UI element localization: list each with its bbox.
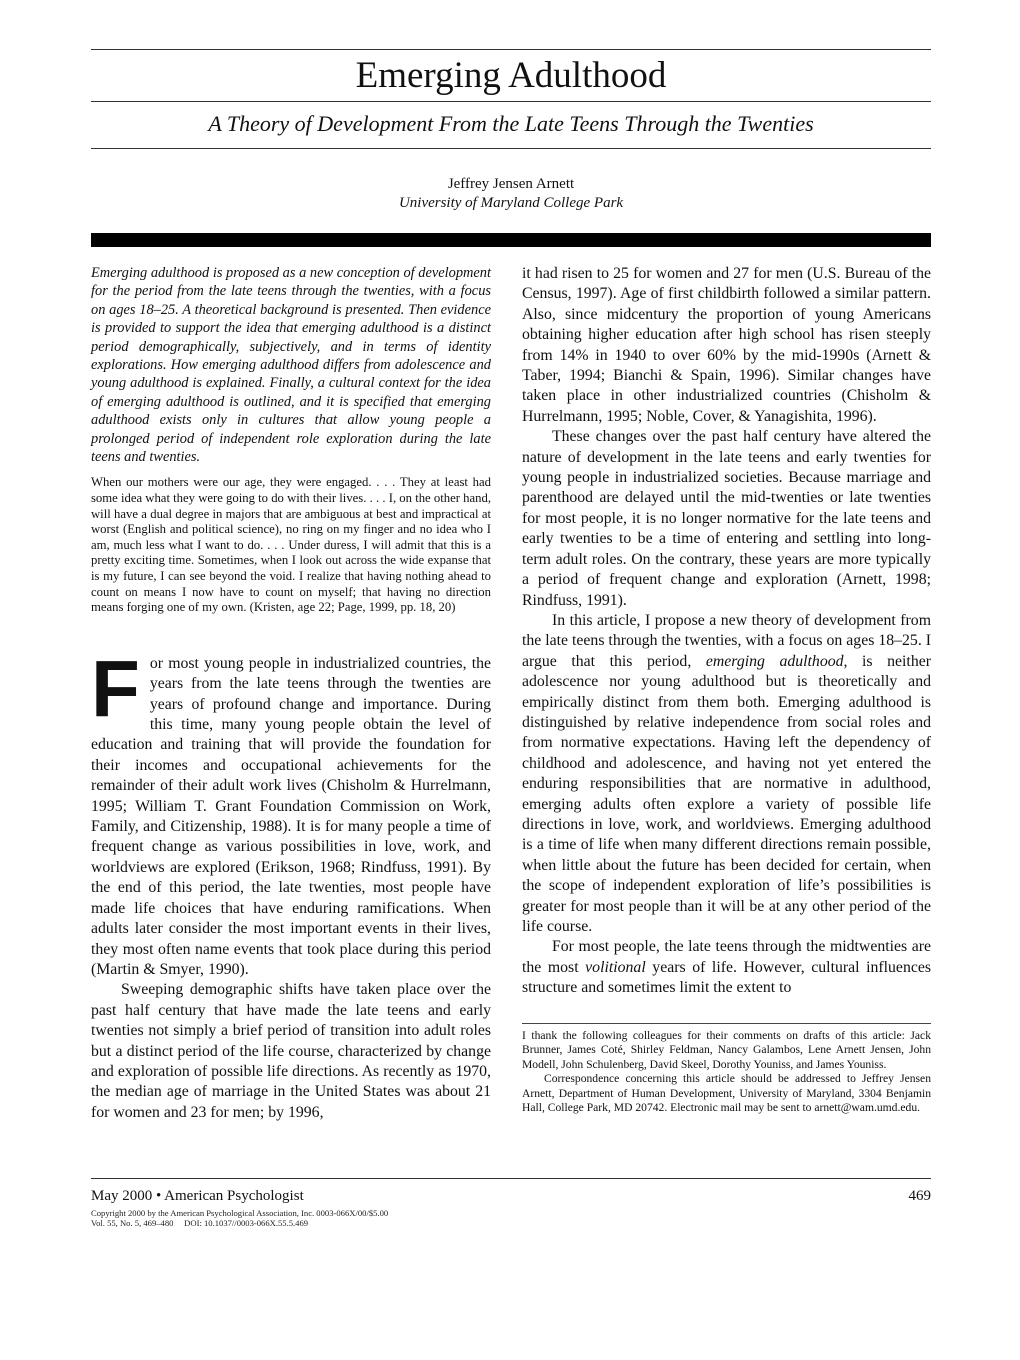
subtitle-rule bbox=[91, 148, 931, 149]
correspondence-note: Correspondence concerning this article should be addressed to Jeffrey Jensen Arnett, Department of Human Development, University of Maryland, 3304 Benjamin Hall, College Park, MD 20742. Electronic mail may be sent to arnett@wam.umd.edu. bbox=[522, 1072, 931, 1115]
heavy-divider-bar bbox=[91, 233, 931, 247]
author-affiliation: University of Maryland College Park bbox=[398, 195, 624, 211]
abstract: Emerging adulthood is proposed as a new conception of development for the period from the late teens through the twenties, with a focus on ages 18–25. A theoretical background is presented. Then evidence is provided to support the idea that emerging adulthood is a distinct period demographically, subjectively, and in terms of identity explorations. How emerging adulthood differs from adolescence and young adulthood is explained. Finally, a cultural context for the idea of emerging adulthood is outlined, and it is specified that emerging adulthood exists only in cultures that allow young people a prolonged period of independent role exploration during the late teens and twenties. bbox=[91, 265, 491, 466]
top-rule bbox=[91, 49, 931, 50]
copyright-line: Copyright 2000 by the American Psychological Association, Inc. 0003-066X/00/$5.00 bbox=[91, 1208, 389, 1218]
acknowledgment-note: I thank the following colleagues for their comments on drafts of this article: Jack Brunner, James Coté, Shirley Feldman, Nancy Galambos, Lene Arnett Jensen, John Modell, John Schulenberg, David Skeel, Dorothy Youniss, and James Youniss. bbox=[522, 1029, 931, 1071]
volume-doi-line: Vol. 55, No. 5, 469–480 DOI: 10.1037//0003-066X.55.5.469 bbox=[91, 1218, 309, 1228]
article-title: Emerging Adulthood bbox=[355, 55, 667, 96]
body-paragraph-2: Sweeping demographic shifts have taken place over the past half century that have made the late teens and early twenties not simply a brief period of transition into adult roles but a distinct period of the life course, characterized by change and exploration of possible life directions. As recently as 1970, the median age of marriage in the United States was about 21 for women and 23 for men; by 1996, bbox=[91, 981, 491, 1121]
left-column bbox=[91, 264, 491, 1123]
page-number: 469 bbox=[908, 1188, 931, 1204]
title-rule bbox=[91, 101, 931, 102]
drop-cap: F bbox=[91, 643, 140, 733]
right-column bbox=[522, 264, 931, 999]
author-footnotes bbox=[522, 1023, 931, 1115]
body-paragraph-1: For most young people in industrialized countries, the years from the late teens through the twenties are years of profound change and importance. During this time, many young people obtain the level of education and training that will provide the foundation for their incomes and occupational achievements for the remainder of their adult work lives (Chisholm & Hurrelmann, 1995; William T. Grant Foundation Commission on Work, Family, and Citizenship, 1988). It is for many people a time of frequent change as various possibilities in love, work, and worldviews are explored (Erikson, 1968; Rindfuss, 1991). By the end of this period, the late twenties, most people have made life choices that have enduring ramifications. When adults later consider the most important events in their lives, they most often name events that took place during this period (Martin & Smyer, 1990). bbox=[91, 643, 491, 978]
article-subtitle: A Theory of Development From the Late Teens Through the Twenties bbox=[208, 111, 814, 136]
footer-rule bbox=[91, 1178, 931, 1179]
body-paragraph-5: For most people, the late teens through the midtwenties are the most volitional years of life. However, cultural influences structure and sometimes limit the extent to bbox=[522, 938, 932, 997]
body-paragraph-4: In this article, I propose a new theory of development from the late teens through the twenties, with a focus on ages 18–25. I argue that this period, emerging adulthood, is neither adolescence nor young adulthood but is theoretically and empirically distinct from them both. Emerging adulthood is distinguished by relative independence from social roles and from normative expectations. Having left the dependency of childhood and adolescence, and having not yet entered the enduring responsibilities that are normative in adulthood, emerging adults often explore a variety of possible life directions in love, work, and worldviews. Emerging adulthood is a time of life when many different directions remain possible, when little about the future has been decided for certain, when the scope of independent exploration of life’s possibilities is greater for most people than it will be at any other period of the life course. bbox=[522, 611, 931, 935]
author-name: Jeffrey Jensen Arnett bbox=[447, 176, 575, 192]
journal-citation: May 2000 • American Psychologist bbox=[91, 1188, 304, 1204]
body-paragraph-2-continued: it had risen to 25 for women and 27 for men (U.S. Bureau of the Census, 1997). Age of first childbirth followed a similar pattern. Also, since midcentury the proportion of young Americans obtaining higher education after high school has risen steeply from 14% in 1940 to over 60% by the mid-1990s (Arnett & Taber, 1994; Bianchi & Spain, 1996). Similar changes have taken place in other industrialized countries (Chisholm & Hurrelmann, 1995; Noble, Cover, & Yanagishita, 1996). bbox=[522, 265, 931, 425]
copyright-block bbox=[91, 1208, 388, 1228]
epigraph-quote: When our mothers were our age, they were engaged. . . . They at least had some idea what they were going to do with their lives. . . . I, on the other hand, will have a dual degree in majors that are ambiguous at best and impractical at worst (English and political science), no ring on my finger and no idea who I am, much less what I want to do. . . . Under duress, I will admit that this is a pretty exciting time. Sometimes, when I look out across the wide expanse that is my future, I can see beyond the void. I realize that having nothing ahead to count on means I now have to count on myself; that having no direction means forging one of my own. (Kristen, age 22; Page, 1999, pp. 18, 20) bbox=[91, 475, 491, 615]
body-paragraph-3: These changes over the past half century have altered the nature of development in the late teens and early twenties for young people in industrialized societies. Because marriage and parenthood are delayed until the mid-twenties or late twenties for most people, it is no longer normative for the late teens and early twenties to be a time of entering and settling into long-term adult roles. On the contrary, these years are more typically a period of frequent change and exploration (Arnett, 1998; Rindfuss, 1991). bbox=[522, 428, 931, 609]
